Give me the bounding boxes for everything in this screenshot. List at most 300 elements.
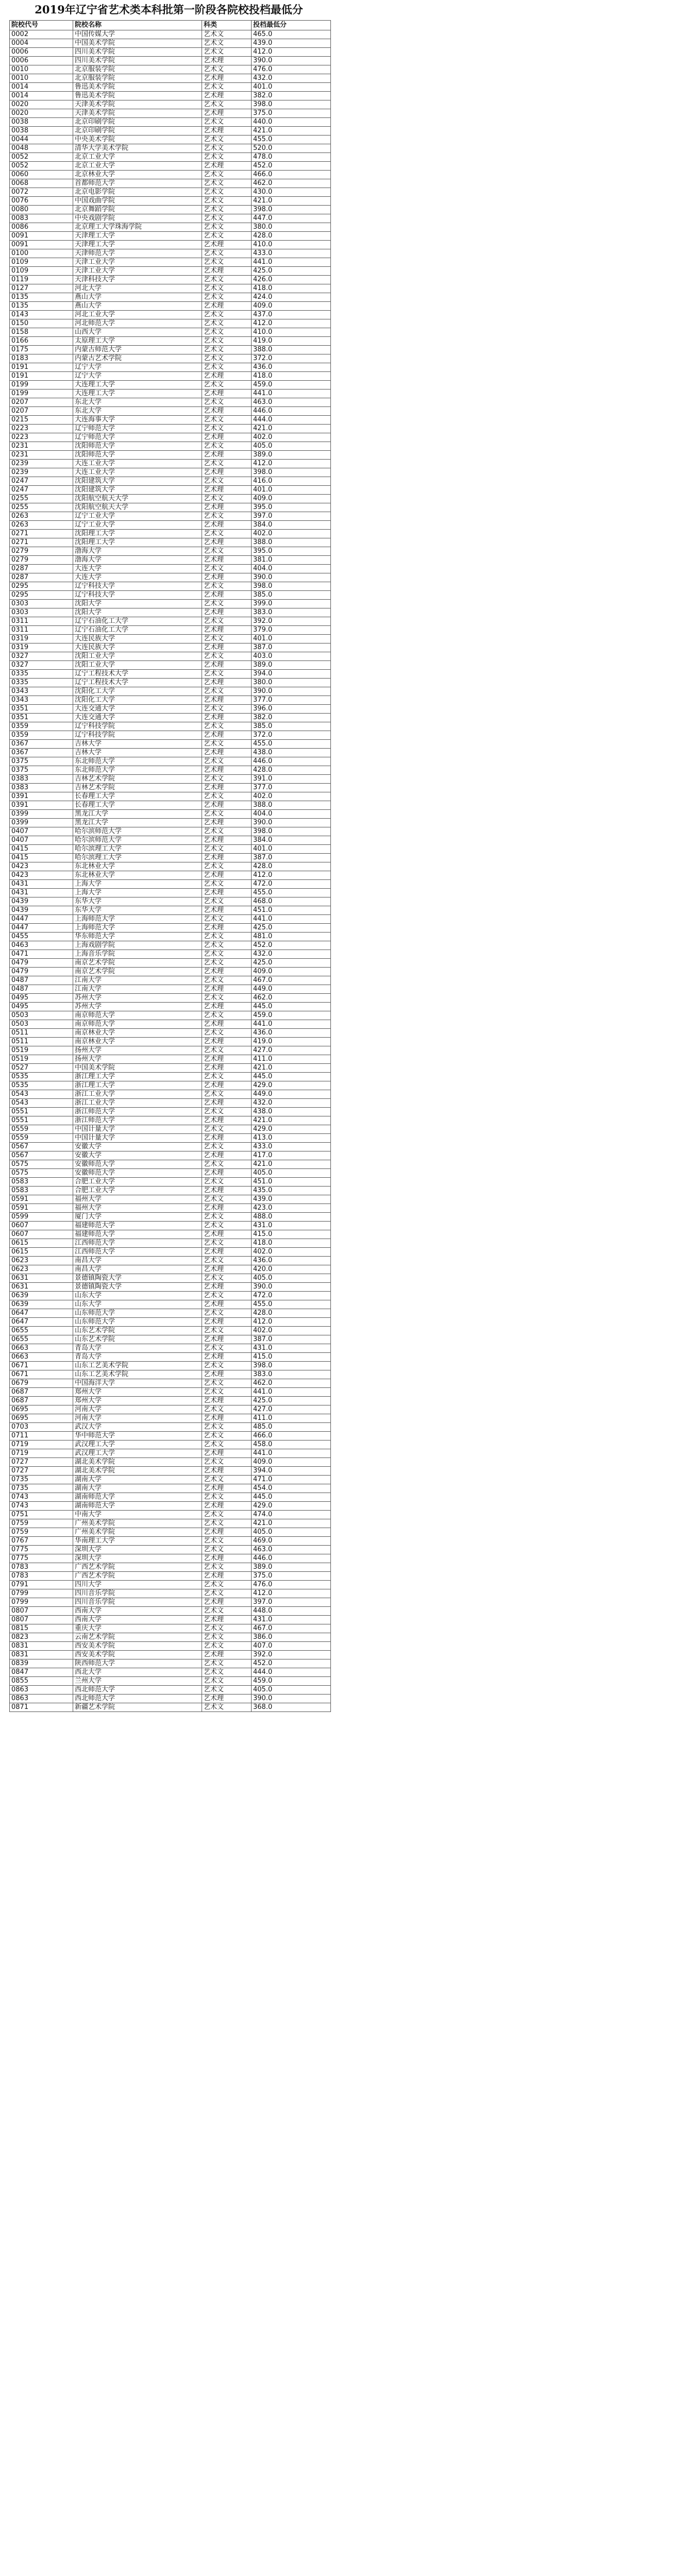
cell-college: 辽宁工业大学: [73, 512, 202, 521]
cell-code: 0207: [10, 407, 73, 416]
table-row: [10, 1397, 331, 1405]
cell-min-score: 375.0: [252, 1572, 331, 1581]
table-row: [10, 661, 331, 670]
table-row: [10, 1143, 331, 1151]
cell-college: 沈阳航空航天大学: [73, 495, 202, 503]
cell-min-score: 452.0: [252, 162, 331, 171]
cell-college: 北京工业大学: [73, 153, 202, 162]
cell-college: 重庆大学: [73, 1624, 202, 1633]
cell-category: 艺术理: [202, 486, 252, 495]
cell-code: 0679: [10, 1379, 73, 1388]
cell-category: 艺术文: [202, 223, 252, 232]
cell-min-score: 441.0: [252, 389, 331, 398]
cell-code: 0687: [10, 1388, 73, 1397]
cell-category: 艺术文: [202, 994, 252, 1003]
cell-code: 0831: [10, 1651, 73, 1659]
cell-min-score: 437.0: [252, 311, 331, 319]
table-row: [10, 933, 331, 941]
table-row: [10, 1502, 331, 1511]
cell-category: 艺术文: [202, 1546, 252, 1554]
cell-min-score: 428.0: [252, 1309, 331, 1318]
cell-college: 黑龙江大学: [73, 810, 202, 819]
table-row: [10, 319, 331, 328]
table-row: [10, 407, 331, 416]
table-row: [10, 1204, 331, 1213]
cell-code: 0383: [10, 775, 73, 784]
table-row: [10, 1151, 331, 1160]
table-row: [10, 30, 331, 39]
cell-college: 山东工艺美术学院: [73, 1370, 202, 1379]
cell-category: 艺术文: [202, 1581, 252, 1589]
cell-min-score: 382.0: [252, 92, 331, 100]
cell-code: 0527: [10, 1064, 73, 1073]
cell-code: 0559: [10, 1125, 73, 1134]
cell-min-score: 452.0: [252, 1659, 331, 1668]
cell-category: 艺术理: [202, 1572, 252, 1581]
cell-college: 华中师范大学: [73, 1432, 202, 1440]
header-code: 院校代号: [10, 21, 73, 30]
cell-code: 0109: [10, 267, 73, 276]
table-row: [10, 643, 331, 652]
cell-college: 吉林艺术学院: [73, 784, 202, 792]
cell-category: 艺术理: [202, 302, 252, 311]
cell-category: 艺术文: [202, 1677, 252, 1686]
cell-category: 艺术文: [202, 959, 252, 968]
cell-college: 天津科技大学: [73, 276, 202, 284]
cell-code: 0767: [10, 1537, 73, 1546]
cell-college: 天津工业大学: [73, 267, 202, 276]
table-row: [10, 670, 331, 679]
cell-college: 武汉大学: [73, 1423, 202, 1432]
cell-college: 广西艺术学院: [73, 1563, 202, 1572]
cell-min-score: 441.0: [252, 1449, 331, 1458]
cell-code: 0215: [10, 416, 73, 425]
cell-college: 天津理工大学: [73, 232, 202, 241]
cell-college: 燕山大学: [73, 302, 202, 311]
cell-category: 艺术理: [202, 1064, 252, 1073]
cell-college: 大连工业大学: [73, 468, 202, 477]
cell-college: 中央美术学院: [73, 135, 202, 144]
table-row: [10, 845, 331, 854]
cell-min-score: 463.0: [252, 398, 331, 407]
table-row: [10, 1081, 331, 1090]
table-row: [10, 573, 331, 582]
cell-min-score: 388.0: [252, 538, 331, 547]
cell-min-score: 382.0: [252, 714, 331, 722]
cell-category: 艺术文: [202, 880, 252, 889]
cell-min-score: 466.0: [252, 1432, 331, 1440]
cell-college: 山东艺术学院: [73, 1327, 202, 1335]
cell-college: 上海大学: [73, 889, 202, 897]
cell-college: 山东师范大学: [73, 1318, 202, 1327]
cell-category: 艺术理: [202, 1081, 252, 1090]
cell-category: 艺术文: [202, 363, 252, 372]
table-row: [10, 1467, 331, 1476]
cell-min-score: 428.0: [252, 766, 331, 775]
cell-min-score: 409.0: [252, 968, 331, 976]
cell-code: 0359: [10, 731, 73, 740]
table-row: [10, 144, 331, 153]
cell-min-score: 448.0: [252, 1607, 331, 1616]
cell-code: 0231: [10, 442, 73, 451]
table-row: [10, 1213, 331, 1222]
cell-category: 艺术理: [202, 968, 252, 976]
cell-min-score: 404.0: [252, 565, 331, 573]
cell-min-score: 478.0: [252, 153, 331, 162]
cell-min-score: 397.0: [252, 1598, 331, 1607]
cell-code: 0319: [10, 643, 73, 652]
table-row: [10, 1423, 331, 1432]
cell-college: 四川美术学院: [73, 48, 202, 57]
cell-college: 上海师范大学: [73, 924, 202, 933]
cell-category: 艺术理: [202, 1353, 252, 1362]
table-row: [10, 889, 331, 897]
cell-min-score: 447.0: [252, 214, 331, 223]
cell-min-score: 446.0: [252, 1554, 331, 1563]
table-row: [10, 749, 331, 757]
cell-code: 0199: [10, 381, 73, 389]
table-row: [10, 503, 331, 512]
cell-college: 东华大学: [73, 906, 202, 915]
cell-college: 哈尔滨师范大学: [73, 836, 202, 845]
cell-min-score: 380.0: [252, 223, 331, 232]
cell-code: 0687: [10, 1397, 73, 1405]
cell-college: 河北师范大学: [73, 319, 202, 328]
cell-category: 艺术文: [202, 933, 252, 941]
table-row: [10, 486, 331, 495]
table-row: [10, 1046, 331, 1055]
cell-min-score: 451.0: [252, 1178, 331, 1187]
cell-college: 四川音乐学院: [73, 1598, 202, 1607]
cell-code: 0439: [10, 906, 73, 915]
cell-code: 0823: [10, 1633, 73, 1642]
table-row: [10, 1546, 331, 1554]
cell-min-score: 452.0: [252, 941, 331, 950]
cell-min-score: 392.0: [252, 617, 331, 626]
table-row: [10, 757, 331, 766]
cell-min-score: 520.0: [252, 144, 331, 153]
table-row: [10, 39, 331, 48]
cell-min-score: 385.0: [252, 722, 331, 731]
cell-college: 东华大学: [73, 897, 202, 906]
table-body: [10, 30, 331, 1712]
cell-college: 大连交通大学: [73, 705, 202, 714]
cell-category: 艺术文: [202, 65, 252, 74]
table-row: [10, 433, 331, 442]
cell-min-score: 421.0: [252, 1519, 331, 1528]
cell-code: 0006: [10, 57, 73, 65]
cell-college: 深圳大学: [73, 1546, 202, 1554]
table-row: [10, 512, 331, 521]
cell-college: 北京电影学院: [73, 188, 202, 197]
cell-college: 南京师范大学: [73, 1011, 202, 1020]
cell-category: 艺术文: [202, 1160, 252, 1169]
cell-code: 0591: [10, 1195, 73, 1204]
cell-min-score: 401.0: [252, 486, 331, 495]
cell-category: 艺术文: [202, 1659, 252, 1668]
table-row: [10, 267, 331, 276]
cell-category: 艺术理: [202, 451, 252, 460]
cell-college: 沈阳航空航天大学: [73, 503, 202, 512]
table-row: [10, 1624, 331, 1633]
cell-category: 艺术文: [202, 1563, 252, 1572]
cell-code: 0663: [10, 1344, 73, 1353]
cell-category: 艺术文: [202, 810, 252, 819]
table-row: [10, 608, 331, 617]
table-row: [10, 223, 331, 232]
table-row: [10, 1169, 331, 1178]
cell-code: 0647: [10, 1318, 73, 1327]
table-row: [10, 477, 331, 486]
table-row: [10, 258, 331, 267]
cell-college: 上海师范大学: [73, 915, 202, 924]
cell-min-score: 433.0: [252, 249, 331, 258]
cell-min-score: 412.0: [252, 319, 331, 328]
table-row: [10, 1300, 331, 1309]
cell-category: 艺术文: [202, 1239, 252, 1248]
cell-code: 0495: [10, 1003, 73, 1011]
cell-category: 艺术文: [202, 328, 252, 337]
cell-college: 山东工艺美术学院: [73, 1362, 202, 1370]
cell-college: 南昌大学: [73, 1257, 202, 1265]
cell-category: 艺术理: [202, 591, 252, 600]
cell-min-score: 411.0: [252, 1055, 331, 1064]
cell-min-score: 389.0: [252, 661, 331, 670]
cell-min-score: 436.0: [252, 363, 331, 372]
cell-min-score: 405.0: [252, 1528, 331, 1537]
cell-college: 大连工业大学: [73, 460, 202, 468]
cell-category: 艺术文: [202, 1633, 252, 1642]
cell-min-score: 441.0: [252, 1388, 331, 1397]
cell-category: 艺术文: [202, 1178, 252, 1187]
cell-category: 艺术理: [202, 57, 252, 65]
cell-category: 艺术文: [202, 1011, 252, 1020]
cell-min-score: 423.0: [252, 1204, 331, 1213]
table-row: [10, 1388, 331, 1397]
cell-college: 沈阳大学: [73, 600, 202, 608]
cell-category: 艺术理: [202, 784, 252, 792]
cell-min-score: 421.0: [252, 1064, 331, 1073]
cell-category: 艺术文: [202, 135, 252, 144]
cell-code: 0599: [10, 1213, 73, 1222]
cell-category: 艺术文: [202, 845, 252, 854]
cell-code: 0199: [10, 389, 73, 398]
cell-college: 沈阳师范大学: [73, 442, 202, 451]
table-row: [10, 591, 331, 600]
cell-min-score: 410.0: [252, 241, 331, 249]
cell-code: 0375: [10, 757, 73, 766]
cell-college: 山东艺术学院: [73, 1335, 202, 1344]
cell-category: 艺术理: [202, 1169, 252, 1178]
table-row: [10, 1598, 331, 1607]
cell-min-score: 418.0: [252, 284, 331, 293]
cell-college: 中国美术学院: [73, 1064, 202, 1073]
cell-college: 四川大学: [73, 1581, 202, 1589]
table-row: [10, 617, 331, 626]
cell-code: 0655: [10, 1335, 73, 1344]
cell-college: 苏州大学: [73, 1003, 202, 1011]
cell-code: 0327: [10, 652, 73, 661]
cell-code: 0479: [10, 968, 73, 976]
table-row: [10, 1099, 331, 1108]
cell-college: 东北林业大学: [73, 871, 202, 880]
cell-category: 艺术文: [202, 1703, 252, 1712]
cell-college: 山东大学: [73, 1292, 202, 1300]
cell-min-score: 427.0: [252, 1046, 331, 1055]
cell-code: 0399: [10, 819, 73, 827]
cell-code: 0191: [10, 372, 73, 381]
cell-min-score: 439.0: [252, 1195, 331, 1204]
cell-min-score: 476.0: [252, 1581, 331, 1589]
table-row: [10, 65, 331, 74]
cell-category: 艺术理: [202, 372, 252, 381]
cell-min-score: 402.0: [252, 1248, 331, 1257]
cell-college: 中国计量大学: [73, 1125, 202, 1134]
cell-college: 安徽大学: [73, 1151, 202, 1160]
cell-college: 北京舞蹈学院: [73, 206, 202, 214]
table-row: [10, 950, 331, 959]
cell-code: 0335: [10, 670, 73, 679]
cell-college: 辽宁大学: [73, 372, 202, 381]
cell-college: 辽宁科技大学: [73, 591, 202, 600]
cell-code: 0471: [10, 950, 73, 959]
cell-college: 东北大学: [73, 398, 202, 407]
cell-code: 0423: [10, 862, 73, 871]
cell-college: 沈阳理工大学: [73, 538, 202, 547]
cell-code: 0010: [10, 74, 73, 83]
table-row: [10, 442, 331, 451]
cell-college: 湖北美术学院: [73, 1467, 202, 1476]
cell-code: 0255: [10, 495, 73, 503]
cell-college: 大连大学: [73, 565, 202, 573]
cell-min-score: 381.0: [252, 556, 331, 565]
cell-min-score: 465.0: [252, 30, 331, 39]
table-row: [10, 959, 331, 968]
cell-min-score: 392.0: [252, 1651, 331, 1659]
cell-code: 0367: [10, 740, 73, 749]
table-row: [10, 171, 331, 179]
cell-category: 艺术理: [202, 468, 252, 477]
cell-college: 浙江师范大学: [73, 1108, 202, 1116]
cell-code: 0038: [10, 127, 73, 135]
cell-category: 艺术文: [202, 495, 252, 503]
cell-college: 江南大学: [73, 976, 202, 985]
cell-college: 浙江师范大学: [73, 1116, 202, 1125]
table-row: [10, 1073, 331, 1081]
cell-min-score: 419.0: [252, 337, 331, 346]
cell-code: 0503: [10, 1020, 73, 1029]
cell-category: 艺术理: [202, 1502, 252, 1511]
cell-code: 0279: [10, 547, 73, 556]
table-row: [10, 389, 331, 398]
table-row: [10, 1283, 331, 1292]
cell-code: 0303: [10, 608, 73, 617]
cell-code: 0639: [10, 1292, 73, 1300]
table-row: [10, 1432, 331, 1440]
cell-category: 艺术文: [202, 1125, 252, 1134]
cell-code: 0127: [10, 284, 73, 293]
cell-category: 艺术理: [202, 906, 252, 915]
cell-category: 艺术文: [202, 530, 252, 538]
table-row: [10, 696, 331, 705]
cell-college: 山东大学: [73, 1300, 202, 1309]
cell-code: 0014: [10, 83, 73, 92]
cell-category: 艺术文: [202, 381, 252, 389]
cell-min-score: 459.0: [252, 381, 331, 389]
table-row: [10, 854, 331, 862]
cell-category: 艺术理: [202, 696, 252, 705]
cell-category: 艺术文: [202, 1090, 252, 1099]
cell-min-score: 441.0: [252, 1020, 331, 1029]
table-row: [10, 556, 331, 565]
cell-code: 0623: [10, 1265, 73, 1274]
table-row: [10, 547, 331, 556]
cell-min-score: 472.0: [252, 880, 331, 889]
cell-code: 0815: [10, 1624, 73, 1633]
cell-code: 0020: [10, 100, 73, 109]
cell-college: 长春理工大学: [73, 792, 202, 801]
cell-code: 0076: [10, 197, 73, 206]
cell-category: 艺术文: [202, 188, 252, 197]
cell-category: 艺术文: [202, 1432, 252, 1440]
cell-category: 艺术文: [202, 565, 252, 573]
table-row: [10, 1686, 331, 1694]
cell-min-score: 439.0: [252, 39, 331, 48]
cell-min-score: 395.0: [252, 547, 331, 556]
cell-code: 0607: [10, 1230, 73, 1239]
cell-college: 天津理工大学: [73, 241, 202, 249]
cell-category: 艺术理: [202, 1116, 252, 1125]
cell-code: 0543: [10, 1099, 73, 1108]
cell-college: 南京艺术学院: [73, 968, 202, 976]
table-row: [10, 1265, 331, 1274]
cell-category: 艺术理: [202, 661, 252, 670]
cell-category: 艺术文: [202, 1073, 252, 1081]
cell-category: 艺术文: [202, 600, 252, 608]
table-row: [10, 1379, 331, 1388]
cell-college: 沈阳理工大学: [73, 530, 202, 538]
table-row: [10, 1668, 331, 1677]
cell-code: 0807: [10, 1616, 73, 1624]
cell-category: 艺术理: [202, 556, 252, 565]
cell-category: 艺术文: [202, 1388, 252, 1397]
table-row: [10, 1353, 331, 1362]
table-row: [10, 1134, 331, 1143]
cell-college: 天津师范大学: [73, 249, 202, 258]
cell-code: 0583: [10, 1187, 73, 1195]
cell-code: 0847: [10, 1668, 73, 1677]
cell-category: 艺术理: [202, 389, 252, 398]
cell-college: 河北大学: [73, 284, 202, 293]
cell-min-score: 389.0: [252, 1563, 331, 1572]
table-row: [10, 1178, 331, 1187]
cell-college: 兰州大学: [73, 1677, 202, 1686]
cell-min-score: 386.0: [252, 1633, 331, 1642]
cell-code: 0311: [10, 617, 73, 626]
cell-min-score: 412.0: [252, 48, 331, 57]
table-row: [10, 1020, 331, 1029]
cell-min-score: 375.0: [252, 109, 331, 118]
cell-code: 0607: [10, 1222, 73, 1230]
cell-category: 艺术文: [202, 1309, 252, 1318]
cell-min-score: 438.0: [252, 749, 331, 757]
cell-code: 0503: [10, 1011, 73, 1020]
table-row: [10, 941, 331, 950]
cell-min-score: 368.0: [252, 1703, 331, 1712]
table-row: [10, 188, 331, 197]
cell-code: 0158: [10, 328, 73, 337]
cell-category: 艺术理: [202, 1554, 252, 1563]
